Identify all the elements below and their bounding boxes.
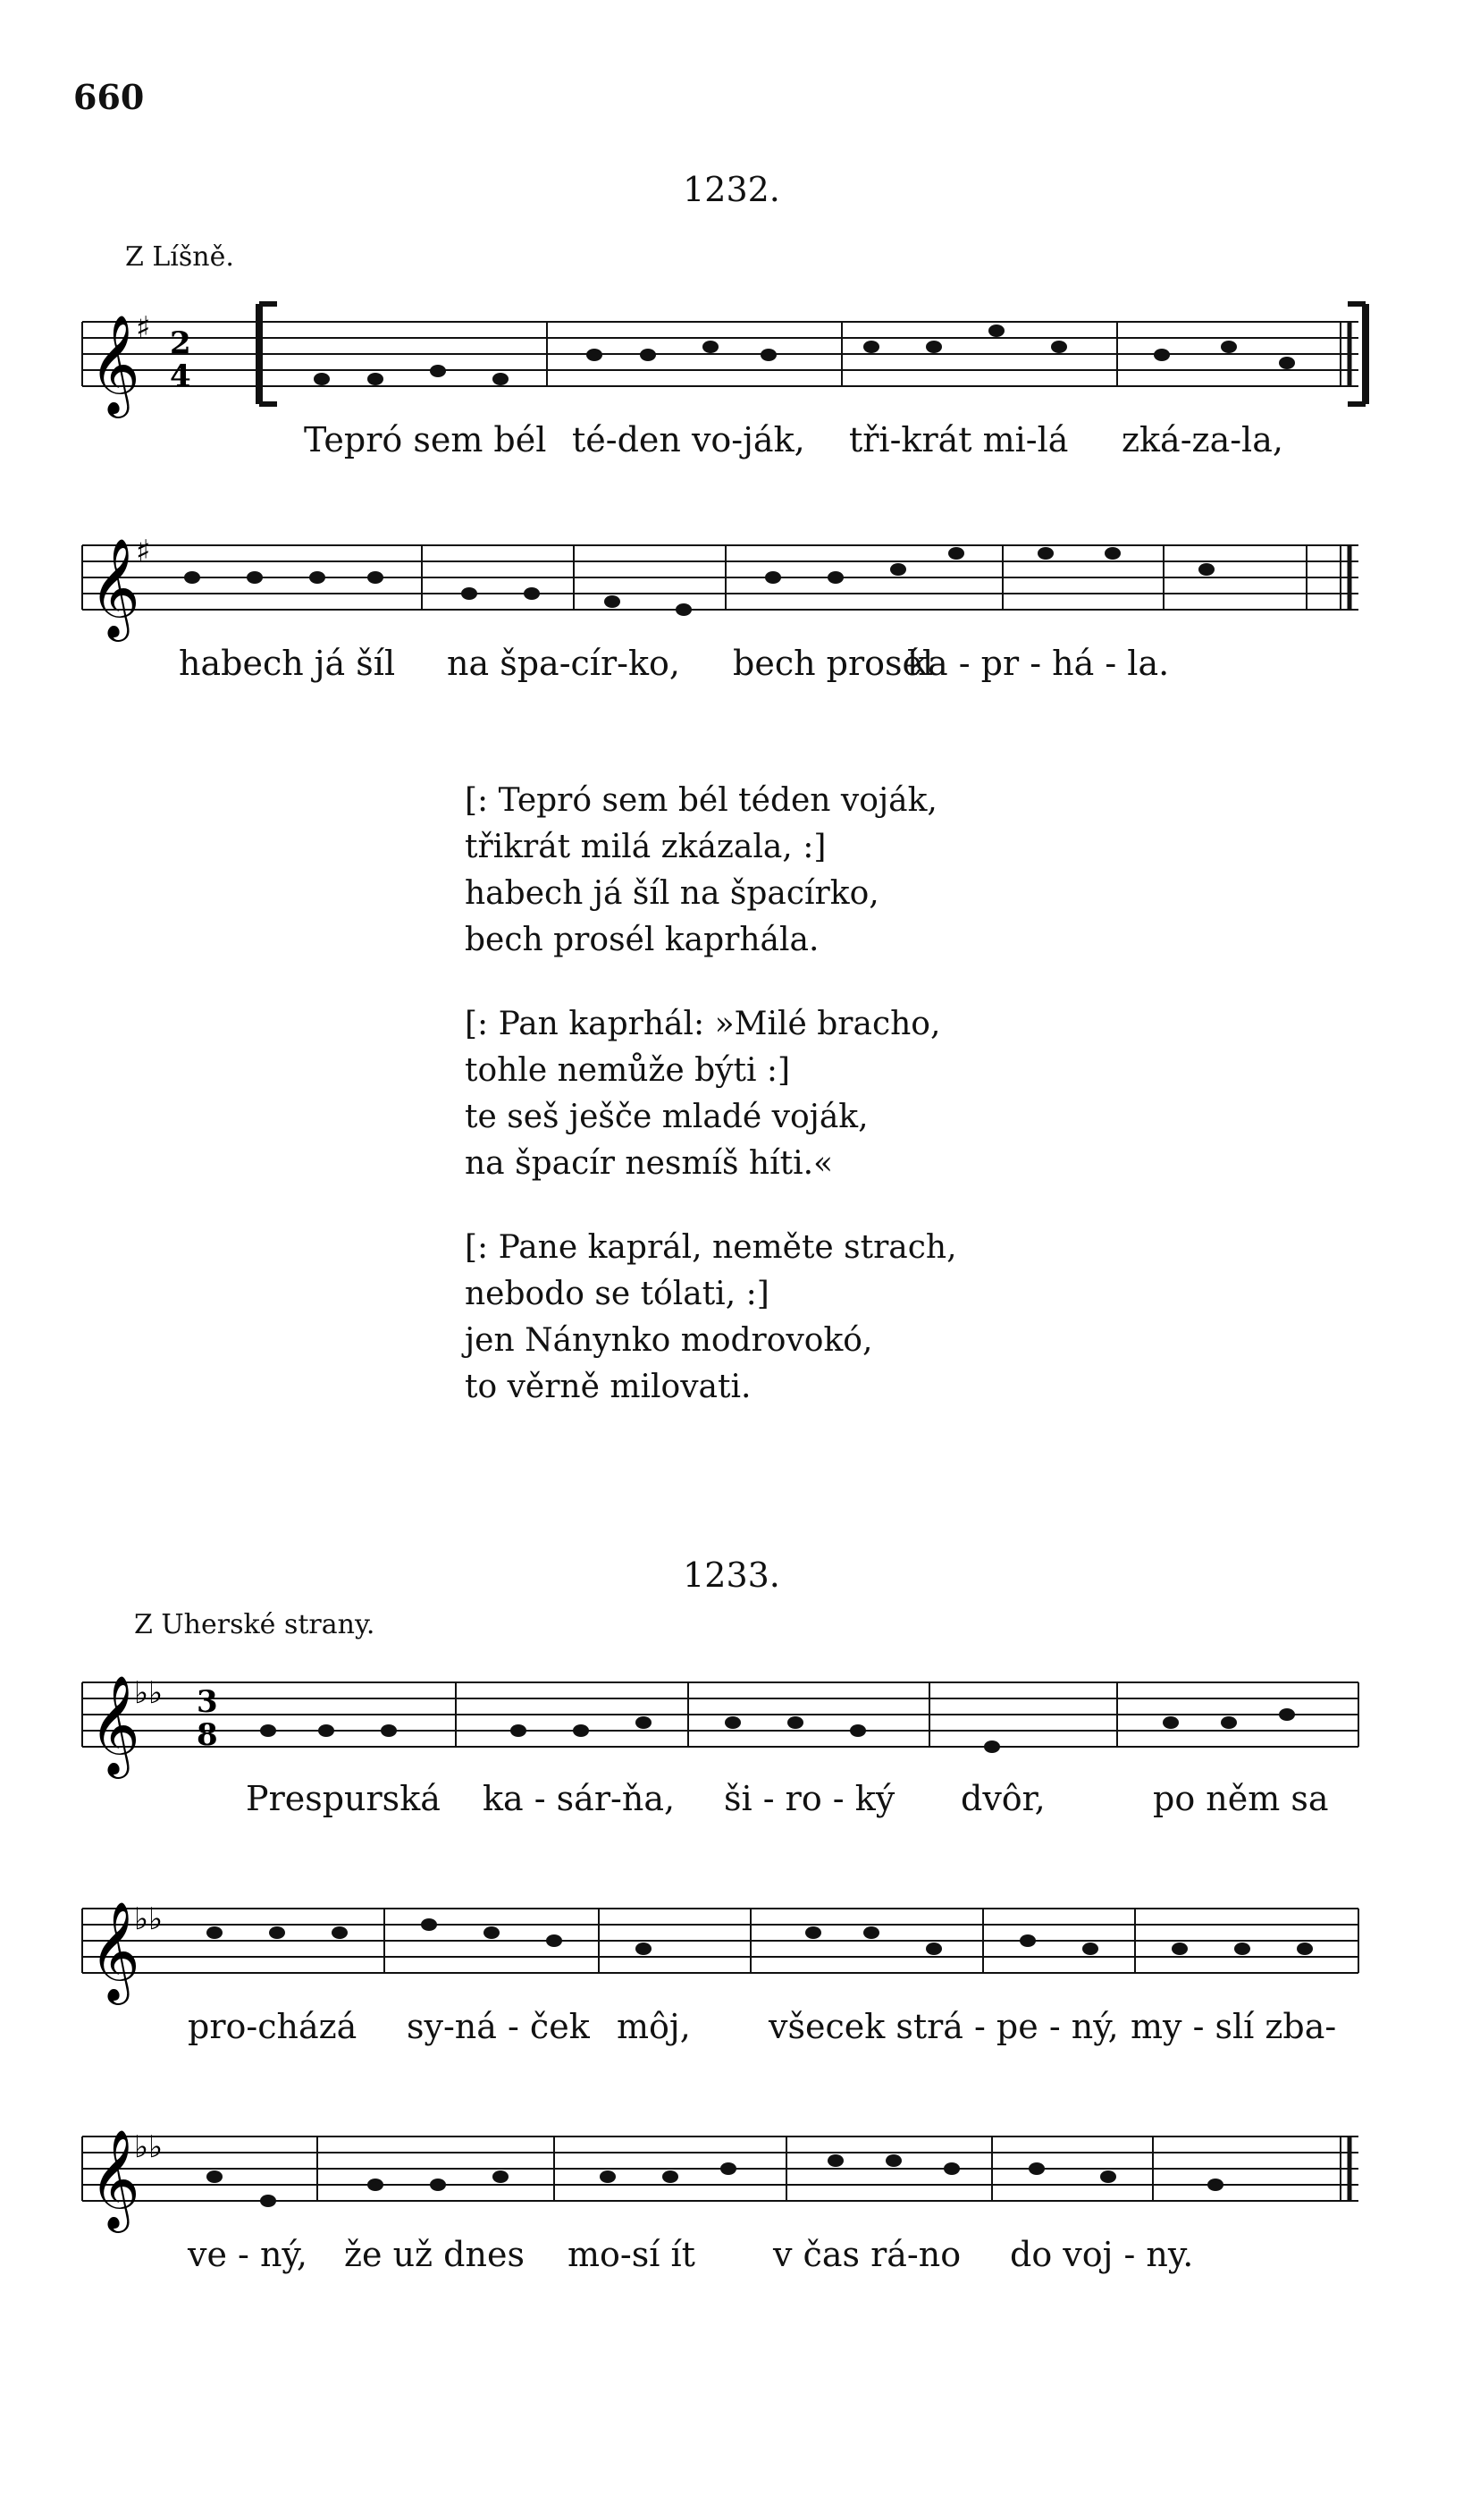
treble-clef-icon: 𝄞	[89, 2128, 140, 2229]
lyric-1233-3b: že už dnes	[344, 2235, 525, 2274]
lyric-1233-3e: do voj - ny.	[1010, 2235, 1194, 2274]
flat-icon: ♭♭	[134, 1901, 164, 1937]
page-number: 660	[73, 77, 145, 117]
flat-icon: ♭♭	[134, 1675, 164, 1711]
lyric-1233-3a: ve - ný,	[188, 2235, 307, 2274]
notes-1232-2	[184, 547, 1215, 616]
lyric-1232-1b: té-den vo-ják,	[572, 420, 805, 459]
lyric-1233-1b: ka - sár-ňa,	[483, 1779, 676, 1818]
stanza-line: [: Pan kaprhál: »Milé bracho,	[465, 1006, 941, 1042]
lyric-1232-2d: ka - pr - há - la.	[907, 644, 1170, 683]
lyric-1233-2b: sy-ná - ček	[407, 2007, 590, 2046]
staff-1233-2	[82, 1909, 1358, 1973]
stanza-1	[465, 778, 937, 964]
stanza-line: jen Nánynko modrovokó,	[465, 1322, 873, 1359]
stanza-line: třikrát milá zkázala, :]	[465, 829, 827, 865]
lyric-1233-1d: dvôr,	[961, 1779, 1046, 1818]
lyric-1233-2c: môj,	[617, 2007, 691, 2046]
stanza-2	[465, 1001, 940, 1187]
lyric-1233-2e: my - slí zba-	[1131, 2007, 1337, 2046]
song-number-1232: 1232.	[683, 170, 780, 209]
treble-clef-icon: 𝄞	[89, 1674, 140, 1774]
song-origin-1232: Z Líšně.	[125, 241, 234, 273]
lyric-1232-2b: na špa-cír-ko,	[447, 644, 680, 683]
staff-1232-1	[82, 304, 1366, 404]
lyric-1232-2c: bech prosél	[733, 644, 934, 683]
lyric-1232-1a: Tepró sem bél	[304, 420, 547, 459]
sharp-icon: ♯	[136, 534, 151, 569]
lyric-1233-1e: po něm sa	[1153, 1779, 1329, 1818]
lyric-1233-1c: ši - ro - ký	[724, 1779, 895, 1818]
song-origin-1233: Z Uherské strany.	[134, 1609, 375, 1640]
stanza-line: nebodo se tólati, :]	[465, 1276, 769, 1312]
lyric-1232-2a: habech já šíl	[179, 644, 396, 683]
treble-clef-icon: 𝄞	[89, 1901, 140, 2001]
stanza-line: to věrně milovati.	[465, 1369, 752, 1405]
lyric-1233-3d: v čas rá-no	[773, 2235, 962, 2274]
time-sig-top: 2	[170, 325, 191, 361]
time-sig-top: 3	[197, 1684, 218, 1720]
lyric-1233-3c: mo-sí ít	[568, 2235, 695, 2274]
flat-icon: ♭♭	[134, 2129, 164, 2165]
time-sig-bottom: 8	[197, 1717, 218, 1753]
song-number-1233: 1233.	[683, 1555, 780, 1595]
stanza-line: habech já šíl na špacírko,	[465, 875, 879, 912]
stanza-line: te seš ješče mladé voják,	[465, 1099, 869, 1135]
treble-clef-icon: 𝄞	[89, 314, 140, 414]
lyric-1232-1c: tři-krát mi-lá	[849, 420, 1069, 459]
staff-1232-2	[82, 545, 1358, 610]
stanza-line: [: Pane kaprál, neměte strach,	[465, 1229, 957, 1266]
time-sig-bottom: 4	[170, 358, 191, 394]
sharp-icon: ♯	[136, 310, 151, 346]
lyric-1233-2d: všecek strá - pe - ný,	[769, 2007, 1119, 2046]
lyric-1233-1a: Prespurská	[246, 1779, 441, 1818]
staff-1233-1	[82, 1682, 1358, 1747]
notes-1233-3	[206, 2154, 1223, 2207]
stanza-line: bech prosél kaprhála.	[465, 922, 820, 958]
stanza-line: [: Tepró sem bél téden voják,	[465, 782, 937, 819]
stanza-line: tohle nemůže býti :]	[465, 1052, 791, 1089]
stanza-line: na špacír nesmíš híti.«	[465, 1145, 834, 1182]
treble-clef-icon: 𝄞	[89, 537, 140, 637]
stanza-3	[465, 1225, 957, 1411]
lyric-1232-1d: zká-za-la,	[1122, 420, 1283, 459]
lyric-1233-2a: pro-cházá	[188, 2007, 357, 2046]
